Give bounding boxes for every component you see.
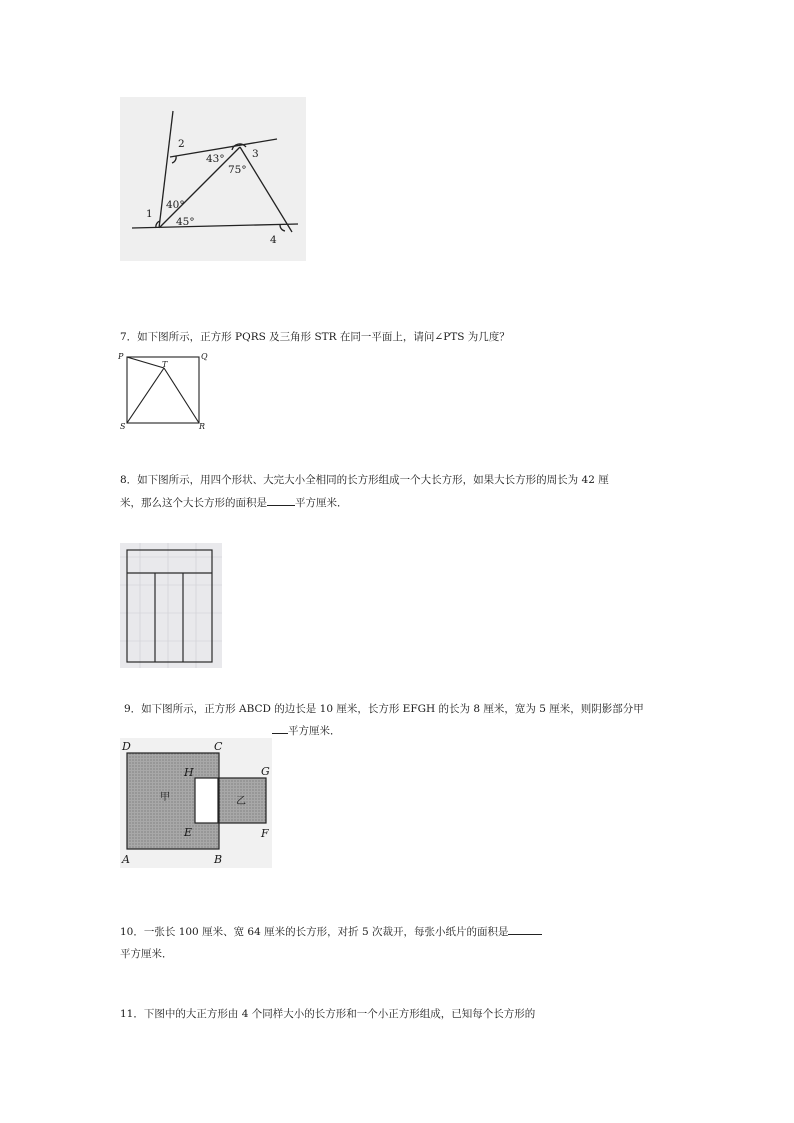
region-yi: 乙 (236, 796, 246, 807)
angle-label-4: 4 (270, 234, 277, 246)
rectangles-figure (120, 543, 222, 668)
question-9-line-2: 平方厘米． (272, 720, 341, 742)
answer-blank[interactable] (267, 493, 295, 506)
question-7-text: 7．如下图所示，正方形 PQRS 及三角形 STR 在同一平面上，请问∠PTS 为几度？ (120, 331, 510, 343)
angle-label-43: 43° (206, 153, 225, 165)
question-9-line-1: 9．如下图所示，正方形 ABCD 的边长是 10 厘米，长方形 EFGH 的长为 8 厘米，宽为 5 厘米，则阴影部分甲 (124, 703, 644, 715)
question-10-line-2: 平方厘米． (120, 948, 173, 960)
vertex-c: C (214, 740, 223, 753)
question-7 (120, 326, 510, 348)
vertex-s: S (120, 422, 126, 430)
question-10-line-1: 10．一张长 100 厘米、宽 64 厘米的长方形，对折 5 次裁开，每张小纸片的面积是 (120, 921, 542, 943)
angle-label-40: 40° (166, 199, 185, 211)
vertex-b: B (214, 853, 223, 866)
vertex-p: P (118, 352, 124, 361)
question-8-line-2: 米，那么这个大长方形的面积是 平方厘米． (120, 492, 348, 514)
answer-blank[interactable] (272, 721, 288, 734)
angle-label-2: 2 (178, 138, 185, 150)
angle-label-1: 1 (146, 208, 153, 220)
vertex-a: A (122, 853, 130, 866)
vertex-t: T (162, 360, 168, 369)
vertex-g: G (261, 765, 270, 778)
angle-label-45: 45° (176, 216, 195, 228)
square-triangle-figure (118, 350, 210, 430)
angle-label-75: 75° (228, 164, 247, 176)
vertex-e: E (184, 826, 193, 839)
vertex-h: H (184, 766, 194, 779)
square-rectangle-figure (120, 738, 272, 868)
angle-label-3: 3 (252, 148, 259, 160)
vertex-r: R (199, 422, 206, 430)
answer-blank[interactable] (508, 922, 542, 935)
question-11-line-1: 11．下图中的大正方形由 4 个同样大小的长方形和一个小正方形组成，已知每个长方形的 (120, 1008, 536, 1020)
vertex-q: Q (201, 352, 208, 361)
region-jia: 甲 (160, 792, 170, 803)
question-8-line-1: 8．如下图所示，用四个形状、大完大小全相同的长方形组成一个大长方形，如果大长方形的周长为 42 厘 (120, 474, 609, 486)
angle-figure (120, 97, 306, 261)
vertex-d: D (122, 740, 131, 753)
vertex-f: F (261, 827, 269, 840)
